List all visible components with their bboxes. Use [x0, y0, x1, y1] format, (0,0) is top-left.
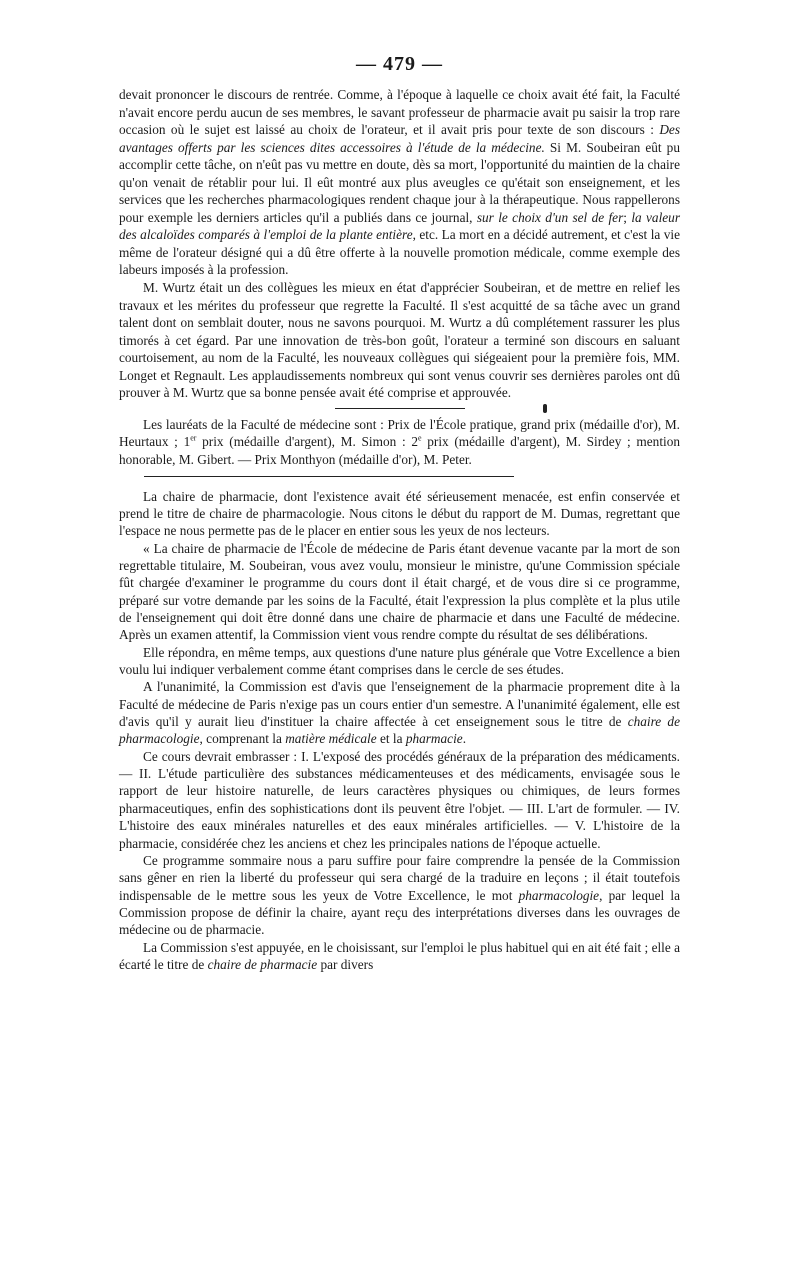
- text-run: .: [462, 731, 467, 747]
- paragraph: Elle répondra, en même temps, aux questions d'une nature plus générale que Votre Excellence a bien voulu lui indiquer verbalement comme étant comprises dans le cercle de ses études.: [119, 644, 680, 678]
- section-divider-short: [335, 408, 465, 409]
- text-run: par divers: [317, 956, 374, 972]
- italic-term: matière médicale: [285, 731, 377, 747]
- text-run: La Commission s'est appuyée, en le choisissant, sur l'emploi le plus habituel qui en ait été fait ; elle a écarté le titre de: [119, 939, 680, 972]
- paragraph: La chaire de pharmacie, dont l'existence avait été sérieusement menacée, est enfin conservée et prend le titre de chaire de pharmacologie. Nous citons le début du rapport de M. Dumas, regrettant que l'espace ne nous permette pas de le placer en entier sous les yeux de nos lecteurs.: [119, 488, 680, 539]
- paragraph: [119, 852, 680, 939]
- italic-title: Des avantages offerts par les sciences dites accessoires à l'étude de la médecine.: [119, 122, 680, 155]
- paragraph: [119, 416, 680, 469]
- section-intro: [119, 86, 680, 402]
- text-run: , comprenant la: [199, 731, 286, 747]
- text-run: , etc. La mort en a décidé autrement, et c'est la vie même de l'orateur désigné qui a dû être offerte à la nouvelle promotion médicale, comme exemple des labeurs imposés à la profession.: [119, 227, 680, 278]
- text-run: prix (médaille d'argent), M. Simon : 2: [196, 434, 418, 450]
- text-run: Si M. Soubeiran eût pu accomplir cette tâche, on n'eût pas vu mettre en doute, dès sa mort, l'opportunité du maintien de la chaire qu'on venait de rétablir pour lui. Il eût montré aux plus aveugles ce qu'était son enseignement, et les services que les recherches pharmacologiques rendent chaque jour à la thérapeutique. Nous rappellerons pour exemple les derniers articles qu'il a publiés dans ce journal,: [119, 139, 680, 225]
- italic-term: chaire de pharmacologie: [119, 714, 680, 747]
- text-run: et la: [376, 731, 406, 747]
- superscript: e: [418, 434, 422, 444]
- page-number: — 479 —: [356, 53, 443, 75]
- paragraph: Ce cours devrait embrasser : I. L'exposé des procédés généraux de la préparation des médicaments. — II. L'étude particulière des substances médicamenteuses et des médicaments, envisagée sous le rapport de leur histoire naturelle, de leurs caractères physiques ou chimiques, de leurs formes pharmaceutiques, enfin des sophistications dont ils peuvent être l'objet. — III. L'art de formuler. — IV. L'histoire des eaux minérales naturelles et des eaux minérales artificielles. — V. L'histoire de la pharmacie, considérée chez les anciens et chez les principales nations de l'époque actuelle.: [119, 748, 680, 851]
- italic-term: chaire de pharmacie: [207, 956, 318, 972]
- section-chaire-pharmacie: [119, 488, 680, 974]
- paragraph: « La chaire de pharmacie de l'École de médecine de Paris étant devenue vacante par la mort de son regrettable titulaire, M. Soubeiran, vous avez voulu, monsieur le ministre, qu'une Commission spéciale fût chargée d'examiner le programme du cours dont il était chargé, et de vous dire si ce programme, préparé sur votre demande par les soins de la Faculté, était l'expression la plus complète et la plus utile de l'enseignement qui doit être donné dans une chaire de pharmacie et dans une Faculté de médecine. Après un examen attentif, la Commission vient vous rendre compte du résultat de ses délibérations.: [119, 540, 680, 643]
- text-run: prix (médaille d'argent), M. Sirdey ; mention honorable, M. Gibert. — Prix Monthyon (médaille d'or), M. Peter.: [119, 434, 681, 468]
- text-run: , par lequel la Commission propose de définir la chaire, ayant reçu des interprétations diverses dans les ouvrages de médecine ou de pharmacie.: [119, 887, 680, 938]
- italic-term: pharmacie: [405, 731, 463, 747]
- text-run: devait prononcer le discours de rentrée. Comme, à l'époque à laquelle ce choix avait été fait, la Faculté n'avait encore perdu aucun de ses membres, le savant professeur de pharmacie avait pu saisir la trop rare occasion où le sujet est laissé au choix de l'orateur, et il avait pris pour texte de son discours :: [119, 87, 680, 138]
- ink-mark: [543, 404, 547, 413]
- text-run: ;: [623, 209, 632, 225]
- paragraph: [119, 678, 680, 747]
- section-laureats: [119, 416, 680, 469]
- text-run: Ce programme sommaire nous a paru suffire pour faire comprendre la pensée de la Commission sans gêner en rien la liberté du professeur qui sera chargé de la traduire en leçons ; il était toutefois indispensable de le mettre sous les yeux de Votre Excellence, le mot: [119, 852, 680, 903]
- italic-term: pharmacologie: [518, 887, 600, 903]
- paragraph: [119, 86, 680, 279]
- italic-title: la valeur des alcaloïdes comparés à l'emploi de la plante entière: [119, 209, 680, 243]
- paragraph: M. Wurtz était un des collègues les mieux en état d'apprécier Soubeiran, et de mettre en relief les travaux et les mérites du professeur que regrette la Faculté. Il s'est acquitté de sa tâche avec un grand talent dont on semblait douter, nous ne savons pourquoi. M. Wurtz a dû complétement rassurer les plus timorés à cet égard. Par une innovation de très-bon goût, l'orateur a terminé son discours en saluant courtoisement, au nom de la Faculté, les nouveaux collègues qui siégeaient pour la première fois, MM. Longet et Regnault. Les applaudissements nombreux qui sont venus couvrir ses dernières paroles ont dû prouver à M. Wurtz que sa bonne pensée avait été comprise et approuvée.: [119, 280, 680, 401]
- superscript: er: [190, 434, 197, 444]
- text-run: Les lauréats de la Faculté de médecine sont : Prix de l'École pratique, grand prix (médaille d'or), M. Heurtaux ; 1: [119, 416, 680, 450]
- section-divider-long: [144, 476, 514, 477]
- book-page: [119, 52, 680, 973]
- paragraph: [119, 939, 680, 974]
- text-run: A l'unanimité, la Commission est d'avis que l'enseignement de la pharmacie proprement dite à la Faculté de médecine de Paris n'exige pas un cours entier d'un semestre. A l'unanimité également, elle est d'avis qu'il y aurait lieu d'instituer la chaire affectée à cet enseignement sous le titre de: [119, 679, 680, 730]
- italic-title: sur le choix d'un sel de fer: [476, 209, 624, 225]
